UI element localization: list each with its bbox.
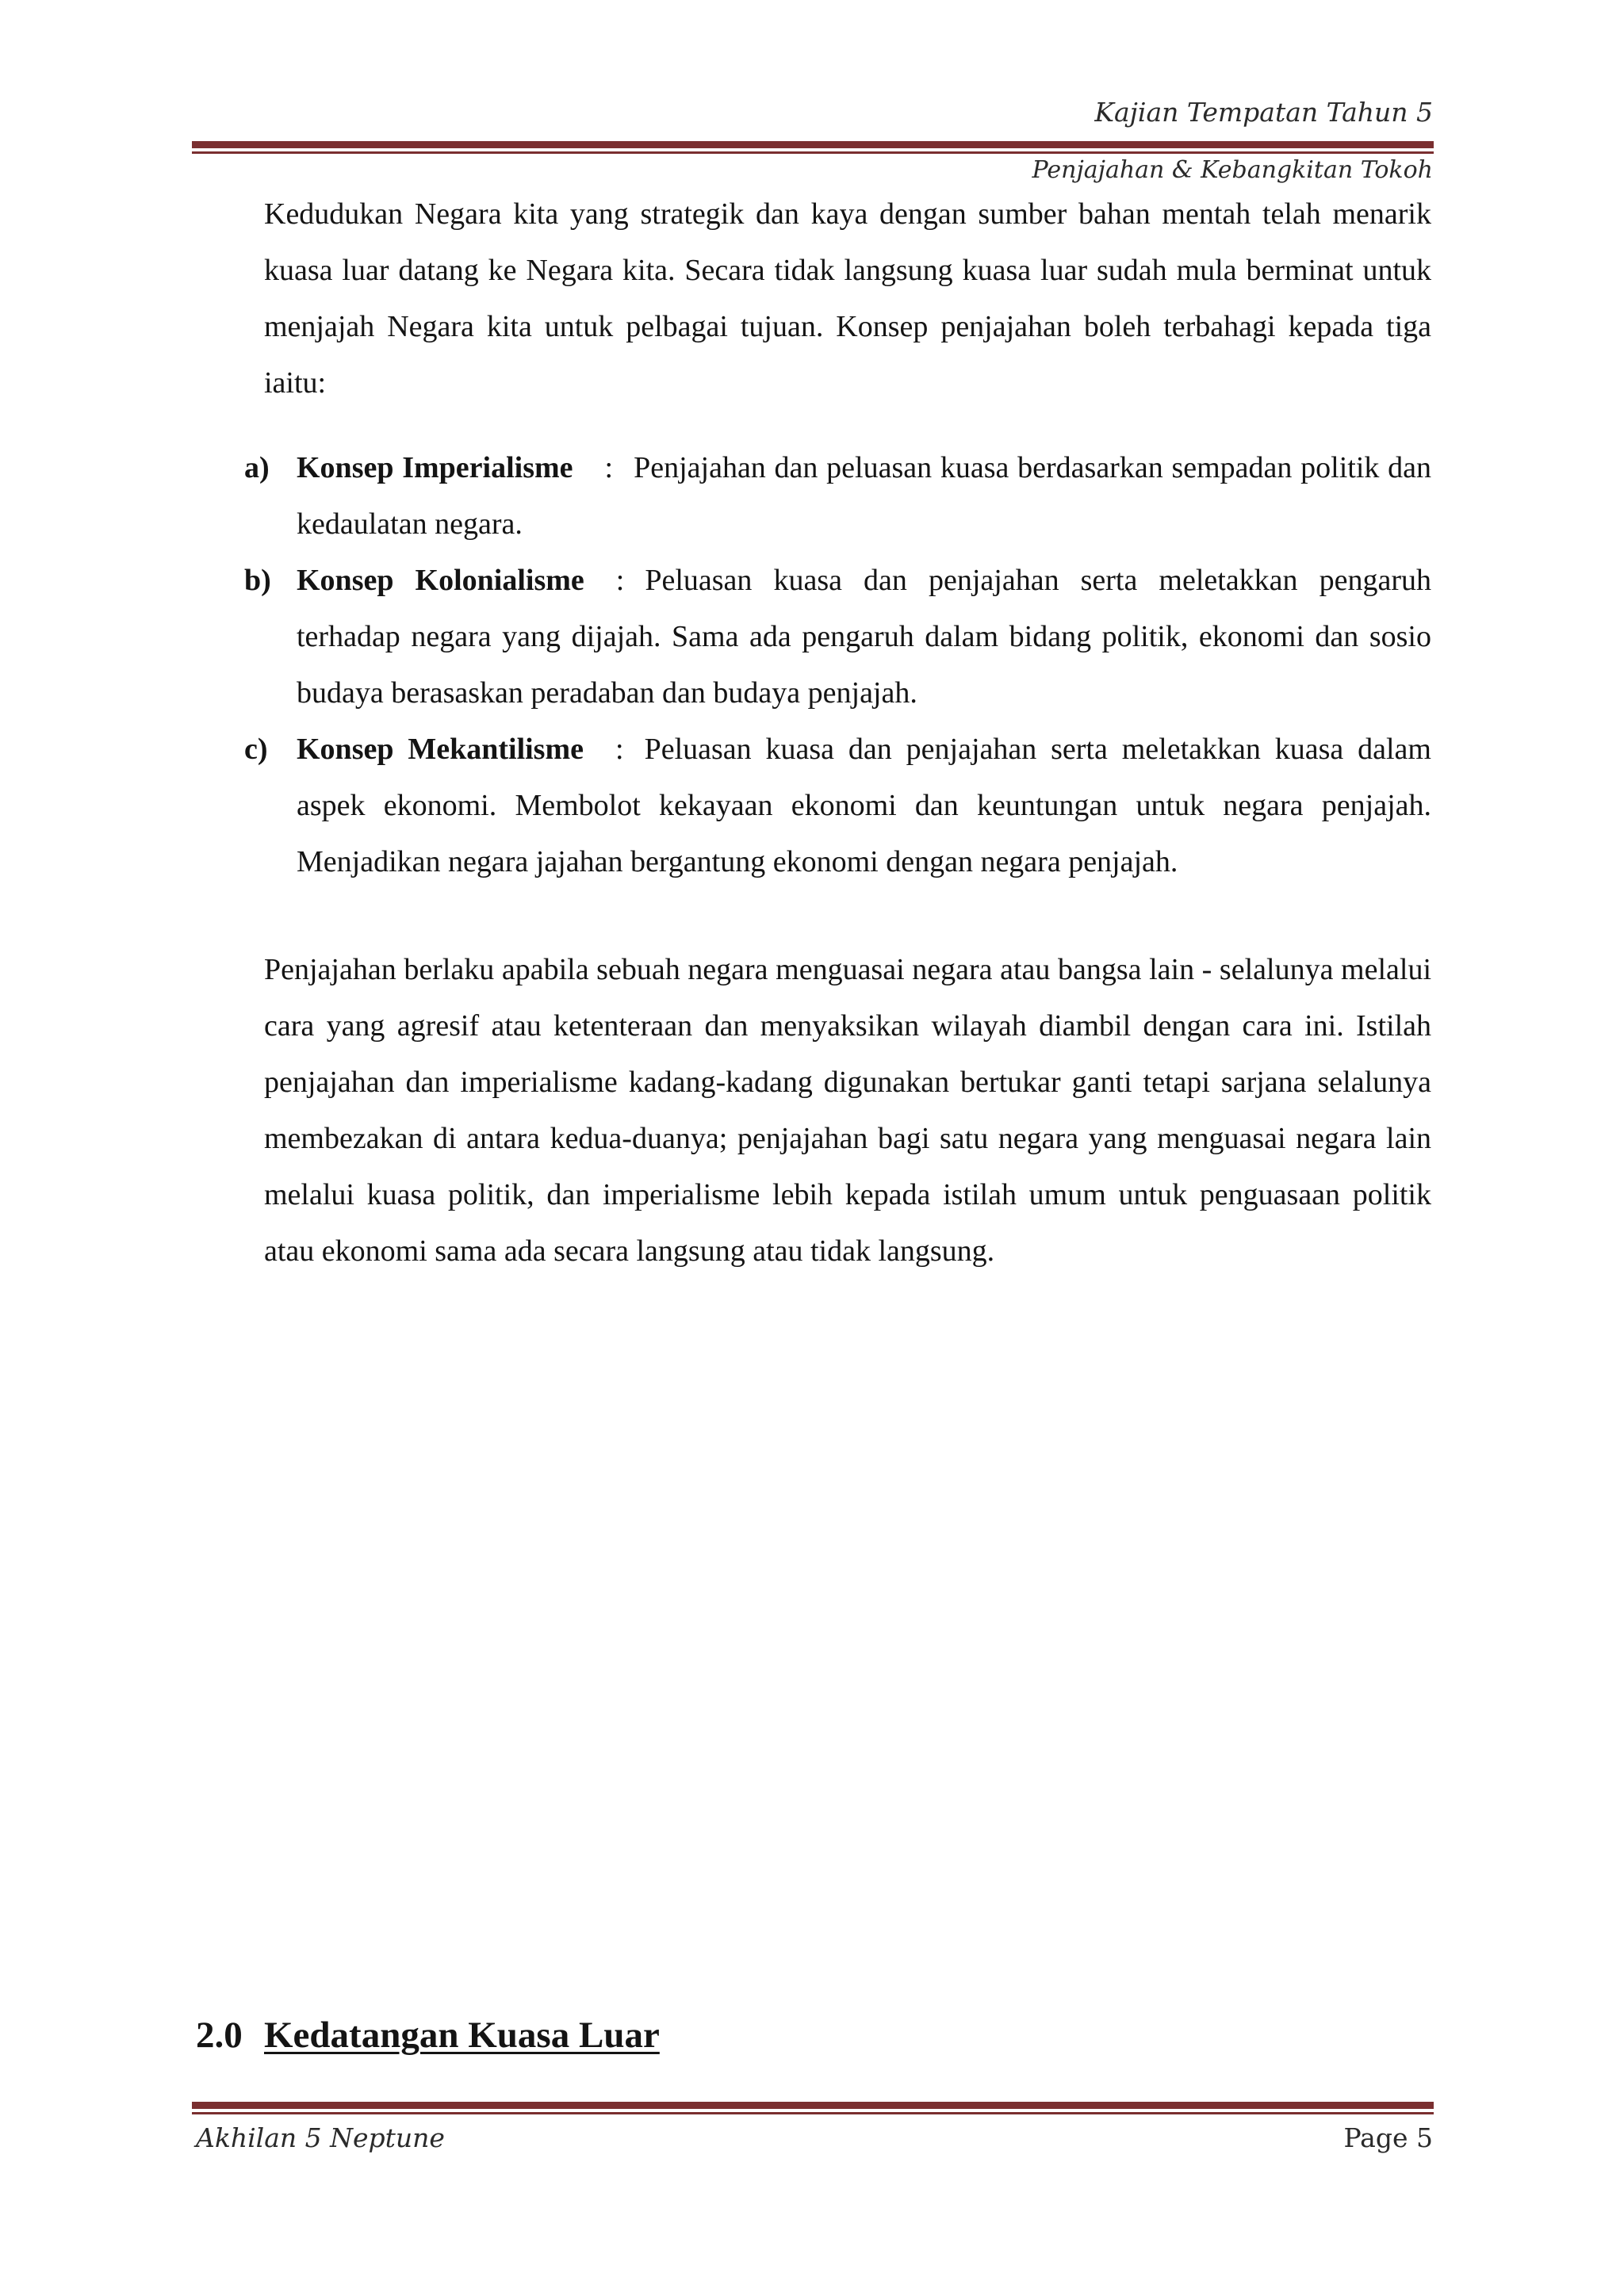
section-number: 2.0 [196, 2015, 243, 2056]
header-rule [192, 141, 1434, 154]
list-item [244, 553, 1431, 721]
concept-description: Peluasan kuasa dan penjajahan serta meletakkan kuasa dalam aspek ekonomi. Membolot kekayaan ekonomi dan keuntungan untuk negara penjajah. Menjadikan negara jajahan bergantung ekonomi dengan negara penjajah. [297, 733, 1431, 878]
concept-list [244, 440, 1431, 890]
header-title: Kajian Tempatan Tahun 5 [1094, 97, 1433, 128]
concept-separator: : [604, 451, 614, 484]
list-marker: b) [244, 564, 271, 597]
page-number: Page 5 [1343, 2122, 1433, 2153]
list-item [244, 721, 1431, 890]
intro-paragraph: Kedudukan Negara kita yang strategik dan kaya dengan sumber bahan mentah telah menarik kuasa luar datang ke Negara kita. Secara tidak langsung kuasa luar sudah mula berminat untuk menjajah Negara kita untuk pelbagai tujuan. Konsep penjajahan boleh terbahagi kepada tiga iaitu: [264, 197, 1431, 400]
concept-term: Konsep Imperialisme [297, 451, 573, 484]
footer-rule [192, 2102, 1434, 2114]
header-subtitle: Penjajahan & Kebangkitan Tokoh [1032, 156, 1433, 184]
concept-separator: : [615, 733, 624, 766]
second-paragraph: Penjajahan berlaku apabila sebuah negara menguasai negara atau bangsa lain - selalunya melalui cara yang agresif atau ketenteraan dan menyaksikan wilayah diambil dengan cara ini. Istilah penjajahan dan imperialisme kadang-kadang digunakan bertukar ganti tetapi sarjana selalunya membezakan di antara kedua-duanya; penjajahan bagi satu negara yang menguasai negara lain melalui kuasa politik, dan imperialisme lebih kepada istilah umum untuk penguasaan politik atau ekonomi sama ada secara langsung atau tidak langsung. [264, 953, 1431, 1268]
concept-term: Konsep Mekantilisme [297, 733, 584, 766]
section-title: Kedatangan Kuasa Luar [264, 2015, 660, 2056]
concept-separator: : [615, 564, 625, 597]
list-marker: c) [244, 733, 268, 766]
concept-description: Penjajahan dan peluasan kuasa berdasarkan sempadan politik dan kedaulatan negara. [297, 451, 1431, 541]
section-heading [196, 2014, 660, 2057]
list-marker: a) [244, 451, 270, 484]
list-item [244, 440, 1431, 553]
concept-description: Peluasan kuasa dan penjajahan serta meletakkan pengaruh terhadap negara yang dijajah. Sama ada pengaruh dalam bidang politik, ekonomi dan sosio budaya berasaskan peradaban dan budaya penjajah. [297, 564, 1431, 710]
concept-term: Konsep Kolonialisme [297, 564, 584, 597]
footer-author: Akhilan 5 Neptune [196, 2122, 445, 2153]
